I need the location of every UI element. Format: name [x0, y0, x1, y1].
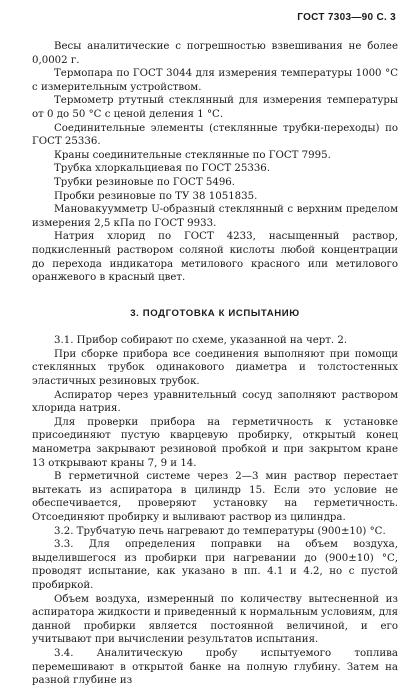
equipment-item-calcium-tube: Трубка хлоркальциевая по ГОСТ 25336.	[54, 163, 271, 175]
section-paragraph: 3.4. Аналитическую пробу испытуемого топлива перемешивают в открытой банке на полную глубину. Затем на разной глубине из	[32, 647, 398, 687]
equipment-item-sodium-chloride: Натрия хлорид по ГОСТ 4233, насыщенный раствор, подкисленный раствором соляной кислоты любой концентрации до перехода индикатора метилового красного или метилового оранжевого в красный цвет.	[32, 231, 398, 284]
section-paragraph: В герметичной системе через 2—3 мин раствор перестает вытекать из аспиратора в цилиндр 15. Если это условие не обеспечивается, проверяют установку на герметичность. Отсоединяют пробирку и выливают раствор из цилиндра.	[32, 471, 398, 523]
document-body	[32, 40, 398, 688]
equipment-item-balance: Весы аналитические с погрешностью взвешивания не более 0,0002 г.	[32, 41, 398, 66]
equipment-item-connectors: Соединительные элементы (стеклянные трубки-переходы) по ГОСТ 25336.	[32, 122, 398, 148]
page-header: ГОСТ 7303—90 С. 3	[297, 12, 396, 23]
section-paragraph: 3.1. Прибор собирают по схеме, указанной на черт. 2.	[54, 335, 348, 347]
equipment-item-manometer: Мановакуумметр U-образный стеклянный с верхним пределом измерения 2,5 кПа по ГОСТ 9933.	[32, 204, 398, 229]
equipment-item-taps: Краны соединительные стеклянные по ГОСТ 7995.	[54, 149, 331, 161]
section-paragraph: 3.3. Для определения поправки на объем воздуха, выделившегося из пробирки при нагревании до (900±10) °С, проводят испытание, как указано в пп. 4.1 и 4.2, но с пустой пробиркой.	[32, 539, 398, 591]
equipment-item-thermometer: Термометр ртутный стеклянный для измерения температуры от 0 до 50 °С с ценой деления 1 °С.	[32, 95, 398, 120]
equipment-item-rubber-stoppers: Пробки резиновые по ТУ 38 1051835.	[54, 190, 258, 202]
section-paragraph: Для проверки прибора на герметичность к установке присоединяют пустую кварцевую пробирку, открытый конец манометра закрывают резиновой пробкой и при закрытом кране 13 открывают краны 7, 9 и 14.	[32, 416, 398, 469]
equipment-item-rubber-tubes: Трубки резиновые по ГОСТ 5496.	[54, 176, 236, 188]
section-paragraph: 3.2. Трубчатую печь нагревают до температуры (900±10) °С.	[54, 525, 386, 537]
section-paragraph: Объем воздуха, измеренный по количеству вытесненной из аспиратора жидкости и приведенный к нормальным условиям, для данной пробирки является постоянной величиной, и его учитывают при вычислении результатов испытания.	[32, 593, 398, 646]
section-paragraph: Аспиратор через уравнительный сосуд заполняют раствором хлорида натрия.	[32, 389, 398, 415]
equipment-item-thermocouple: Термопара по ГОСТ 3044 для измерения температуры 1000 °С с измерительным устройством.	[32, 68, 398, 93]
section-heading: 3. ПОДГОТОВКА К ИСПЫТАНИЮ	[130, 307, 300, 319]
section-paragraph: При сборке прибора все соединения выполняют при помощи стеклянных трубок одинакового диаметра и толстостенных эластичных резиновых трубок.	[32, 348, 398, 388]
